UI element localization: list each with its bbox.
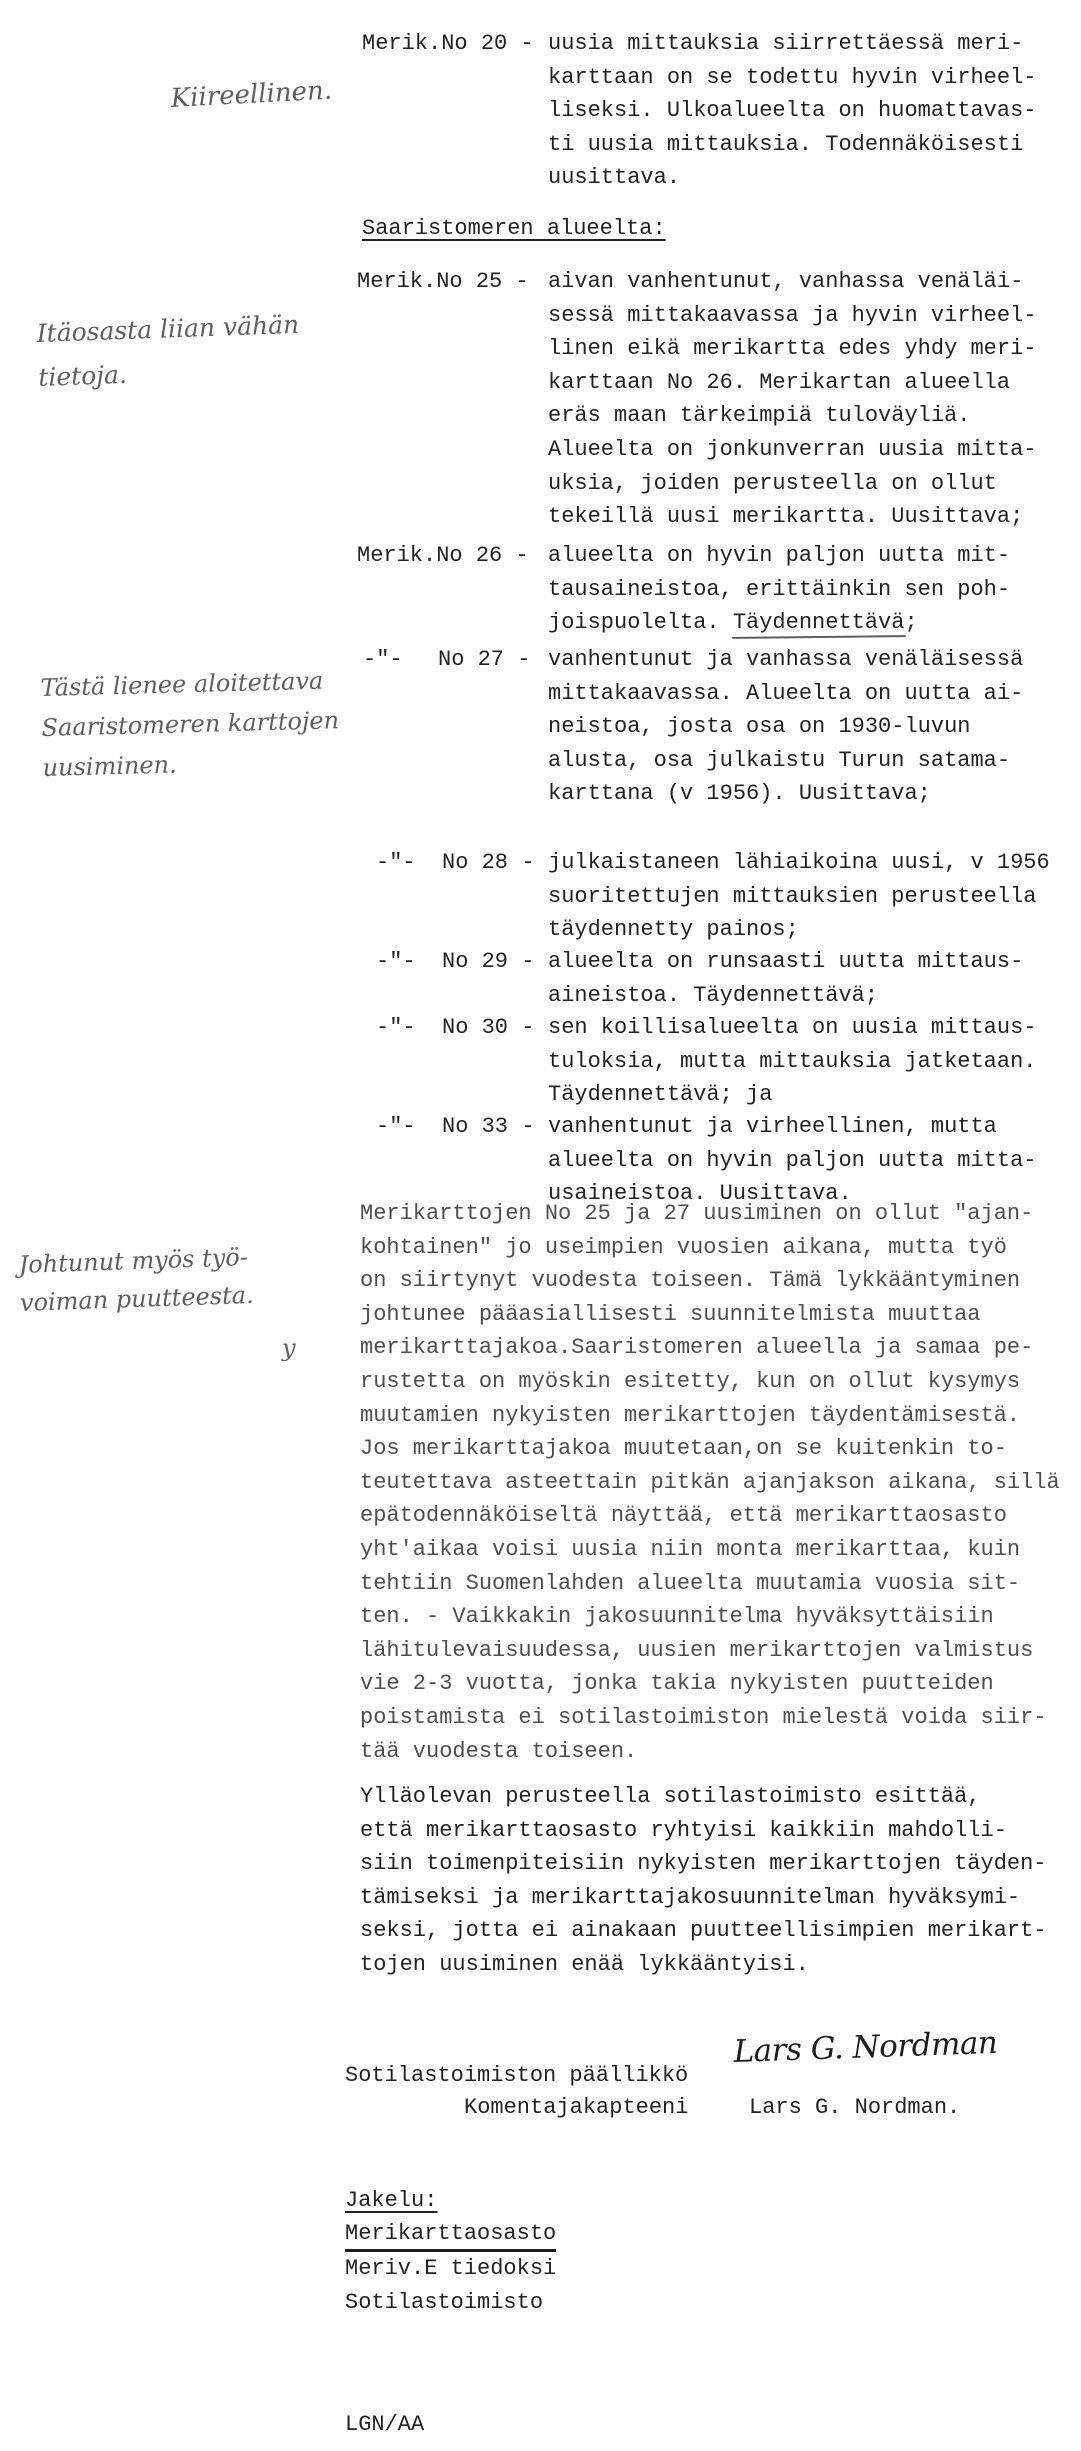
entry-label: Merik.No 26 -: [357, 543, 529, 568]
signer-typed-name: Lars G. Nordman.: [749, 2095, 961, 2120]
margin-note-start-here: Tästä lienee aloitettava Saaristomeren karttojen uusiminen.: [40, 666, 340, 782]
ditto-mark: -"-: [376, 850, 416, 875]
body-paragraph: Merikarttojen No 25 ja 27 uusiminen on ollut "ajan- kohtainen" jo useimpien vuosien aikana, mutta työ on siirtynyt vuodesta toiseen. Tämä lykkääntyminen johtunee pääasiallisesti suunnitelmista muuttaa merikarttajakoa.Saaristomeren alueella ja samaa pe- rustetta on myöskin esitetty, kun on ollut kysymys muutamien nykyisten merikarttojen täydentämisestä. Jos merikarttajakoa muutetaan,on se kuitenkin to- teutettava asteettain pitkän ajanjakson aikana, sillä epätodennäköiseltä näyttää, että merikarttaosasto yht'aikaa voisi uusia niin monta merikarttaa, kuin tehtiin Suomenlahden alueelta muutamia vuosia sit- ten. - Vaikkakin jakosuunnitelma hyväksyttäisiin lähitulevaisuudessa, uusien merikarttojen valmistus vie 2-3 vuotta, jonka takia nykyisten puutteiden poistamista ei sotilastoimiston mielestä voida siir- tää vuodesta toiseen.: [360, 1201, 1060, 1764]
ditto-mark: -"-: [376, 949, 416, 974]
entry-label: No 30 -: [442, 1015, 535, 1040]
entry-text: uusia mittauksia siirrettäessä meri- karttaan on se todettu hyvin virheel- liseksi. Ulkoalueelta on huomattavas- ti uusia mittauksia. Todennäköisesti uusittava.: [548, 31, 1037, 191]
distribution-recipient: Merikarttaosasto: [345, 2219, 556, 2252]
entry-label: Merik.No 25 -: [357, 269, 529, 294]
entry-label: No 29 -: [442, 949, 535, 974]
entry-label: No 28 -: [442, 850, 535, 875]
ditto-mark: -"-: [376, 1015, 416, 1040]
entry-text: alueelta on hyvin paljon uutta mit- tausaineistoa, erittäinkin sen poh- joispuolelta. Täydennettävä;: [548, 543, 1011, 636]
distribution-recipient: Sotilastoimisto: [345, 2290, 544, 2315]
margin-note-initial: y: [282, 1334, 296, 1362]
entry-label: No 33 -: [442, 1114, 535, 1139]
body-paragraph: Ylläolevan perusteella sotilastoimisto esittää, että merikarttaosasto ryhtyisi kaikkiin mahdolli- siin toimenpiteisiin nykyisten merikarttojen täyden- tämiseksi ja merikarttajakosuunnitelman hyväksymi- seksi, jotta ei ainakaan puutteellisimpien merikart- tojen uusiminen enää lykkääntyisi.: [360, 1784, 1047, 1977]
ditto-mark: -"-: [376, 1114, 416, 1139]
signer-title: Sotilastoimiston päällikkö: [345, 2063, 689, 2088]
entry-text: sen koillisalueelta on uusia mittaus- tuloksia, mutta mittauksia jatketaan. Täydennettävä; ja: [548, 1015, 1037, 1108]
signer-rank: Komentajakapteeni: [464, 2095, 689, 2120]
entry-text: aivan vanhentunut, vanhassa venäläi- sessä mittakaavassa ja hyvin virheel- linen eikä merikartta edes yhdy meri- karttaan No 26. Merikartan alueella eräs maan tärkeimpiä tuloväyliä. Alueelta on jonkunverran uusia mitta- uksia, joiden perusteella on ollut tekeillä uusi merikartta. Uusittava;: [548, 269, 1037, 530]
reference-code: LGN/AA: [345, 2412, 425, 2437]
ditto-mark: -"-: [363, 647, 403, 672]
margin-note-workforce: Johtunut myös työ- voiman puutteesta.: [18, 1242, 255, 1317]
entry-label: No 27 -: [438, 647, 531, 672]
entry-text: alueelta on runsaasti uutta mittaus- aineistoa. Täydennettävä;: [548, 949, 1024, 1008]
entry-text: vanhentunut ja vanhassa venäläisessä mittakaavassa. Alueelta on uutta ai- neistoa, josta osa on 1930-luvun alusta, osa julkaistu Turun satama- karttana (v 1956). Uusittava;: [548, 647, 1024, 807]
entry-text: julkaistaneen lähiaikoina uusi, v 1956 suoritettujen mittauksien perusteella täydennetty painos;: [548, 850, 1050, 943]
distribution-recipient: Meriv.E tiedoksi: [345, 2256, 557, 2281]
distribution-heading: Jakelu:: [345, 2188, 438, 2213]
entry-label: Merik.No 20 -: [362, 31, 534, 56]
section-heading: Saaristomeren alueelta:: [362, 216, 666, 241]
margin-note-east-part: Itäosasta liian vähän tietoja.: [36, 309, 300, 392]
margin-note-urgent: Kiireellinen.: [170, 75, 333, 114]
handwritten-signature: Lars G. Nordman: [733, 2024, 998, 2070]
entry-text: vanhentunut ja virheellinen, mutta alueelta on hyvin paljon uutta mitta- usaineistoa. Uusittava.: [548, 1114, 1037, 1207]
